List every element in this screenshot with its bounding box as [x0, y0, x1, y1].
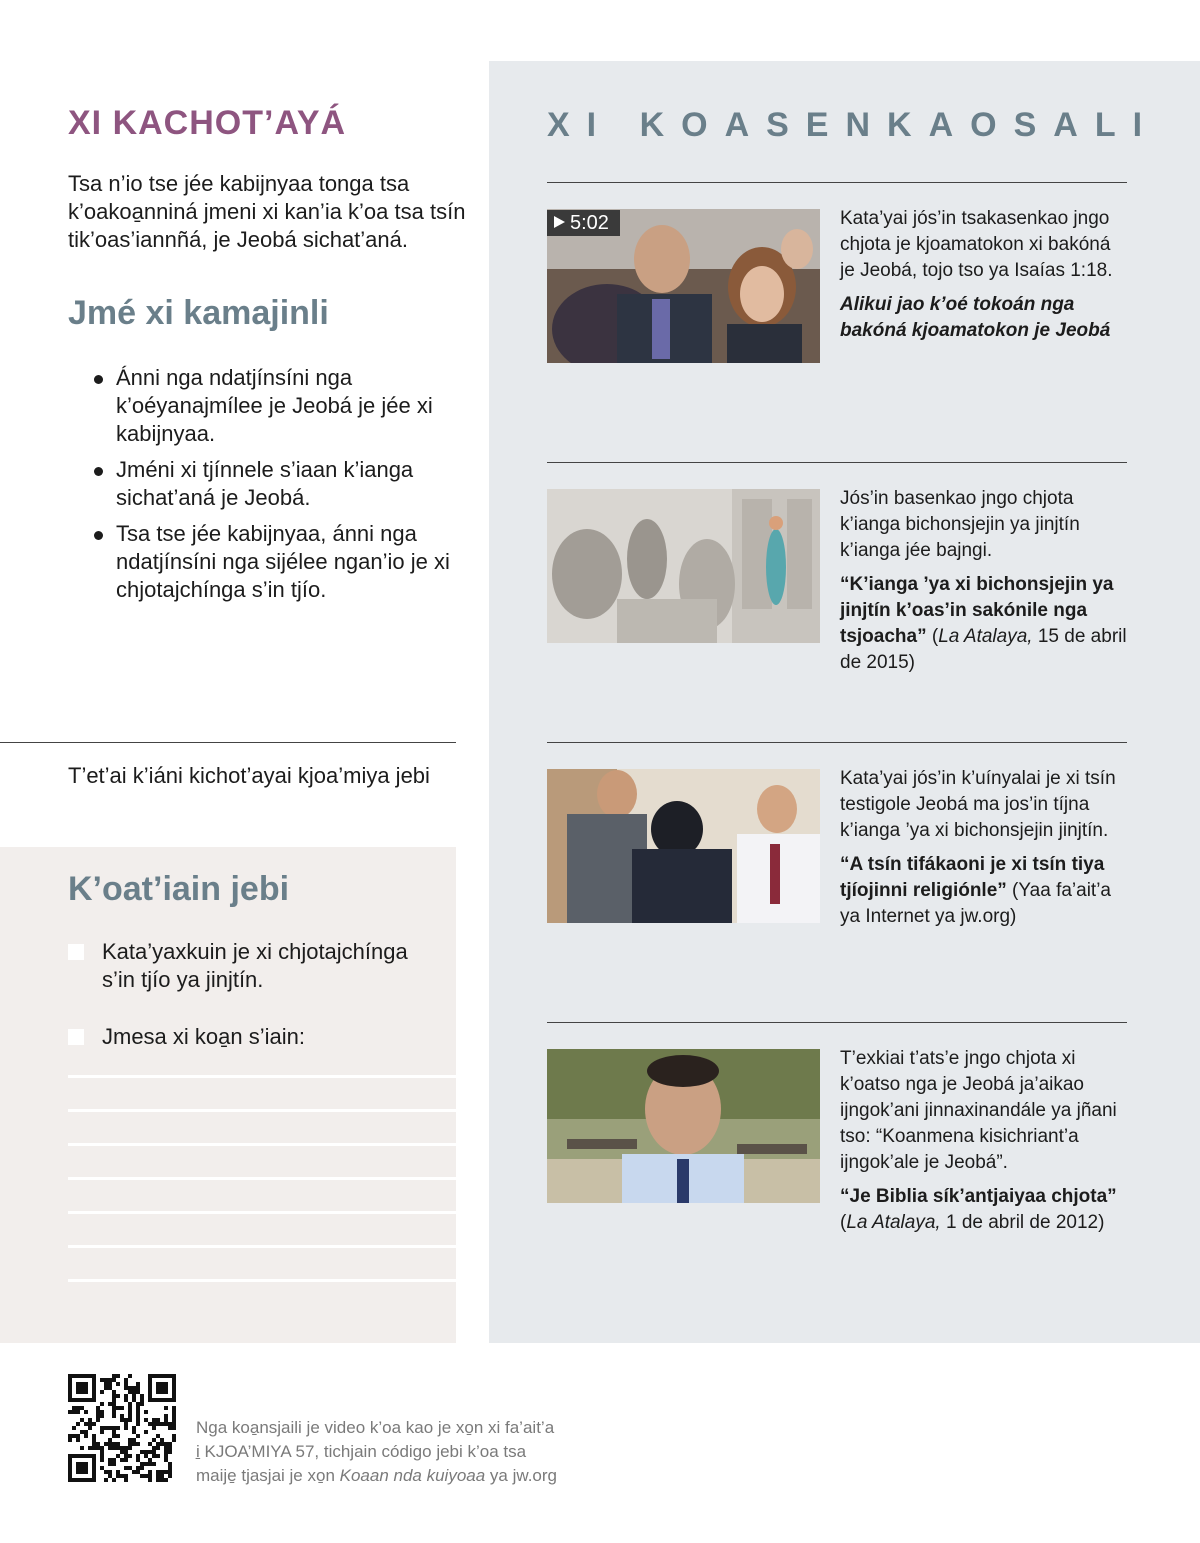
assignment-item: [68, 1023, 438, 1051]
review-list: [92, 364, 452, 612]
write-line[interactable]: [68, 1143, 456, 1146]
checkbox[interactable]: [68, 1029, 84, 1045]
item-source-open: (: [840, 1212, 847, 1233]
item-source-date: 15 de abril de 2015): [840, 626, 1127, 673]
footer-line: i̱ KJOA’MIYA 57, tichjain código jebi k’oa tsa: [196, 1442, 527, 1461]
item-description: T’exkiai t’ats’e jngo chjota xi k’oatso nga je Jeobá ja’aikao ijngok’ani jinnaxinandále ya jñani tso: “Koanmena kisichriant’a ijngok’ale je Jeobá”.: [840, 1048, 1117, 1173]
lesson-date-note: T’et’ai k’iáni kichot’ayai kjoa’miya jebi: [68, 763, 430, 788]
discover-item: [840, 1046, 1130, 1236]
item-source-publication: La Atalaya,: [938, 626, 1033, 647]
item-description: Kata’yai jós’in tsakasenkao jngo chjota je kjoamatokon xi bakóná je Jeobá, tojo tso ya Isaías 1:18.: [840, 208, 1113, 281]
item-description: Jós’in basenkao jngo chjota k’ianga bichonsjejin ya jinjtín k’ianga jée bajngi.: [840, 488, 1080, 561]
divider: [547, 462, 1127, 463]
item-source-publication: La Atalaya,: [846, 1212, 941, 1233]
play-icon: [554, 216, 565, 228]
divider: [547, 1022, 1127, 1023]
review-item: Ánni nga ndatjínsíni nga k’oéyanajmílee je Jeobá je jée xi kabijnyaa.: [92, 364, 452, 448]
item-source-date: 1 de abril de 2012): [940, 1212, 1105, 1233]
footer-line: Nga koa̱nsjaili je video k’oa kao je xo̱n xi fa’ait’a: [196, 1418, 555, 1437]
article-photo[interactable]: [547, 769, 820, 923]
write-line[interactable]: [68, 1075, 456, 1078]
assignment-item-label: Jmesa xi koa̱n s’iain:: [102, 1024, 305, 1049]
assignment-heading: K’oat’iain jebi: [68, 870, 290, 908]
write-line[interactable]: [68, 1245, 456, 1248]
footer-text: maije̱ tjasjai je xo̱n: [196, 1466, 340, 1485]
item-link-title[interactable]: [840, 852, 1130, 930]
item-title-text: “K’ianga ’ya xi bichonsjejin ya jinjtín k’oas’in sakónile nga tsjoacha”: [840, 574, 1114, 647]
assignment-box: [0, 847, 456, 1343]
write-line[interactable]: [68, 1109, 456, 1112]
divider: [547, 182, 1127, 183]
item-source: (Yaa fa’ait’a ya Internet ya jw.org): [840, 880, 1111, 927]
assignment-item: [68, 938, 438, 994]
summary-text: Tsa n’io tse jée kabijnyaa tonga tsa k’oakoa̱nniná jmeni xi kan’ia k’oa tsa tsín tik’oas’iannñá, je Jeobá sichat’aná.: [68, 171, 466, 252]
discover-item: [840, 486, 1130, 676]
item-link-title[interactable]: [840, 1184, 1130, 1236]
review-item: Jméni xi tjínnele s’iaan k’ianga sichat’aná je Jeobá.: [92, 456, 452, 512]
footer-note: [196, 1416, 616, 1488]
review-heading: Jmé xi kamajinli: [68, 294, 329, 332]
divider: [0, 742, 456, 743]
item-link-title[interactable]: [840, 572, 1130, 676]
discover-heading: XI KOASENKAOSALI: [547, 106, 1160, 144]
item-title-text: “A tsín tifákaoni je xi tsín tiya tjíojinni religiónle”: [840, 854, 1105, 901]
item-title-text: Alikui jao k’oé tokoán nga bakóná kjoamatokon je Jeobá: [840, 294, 1111, 341]
discover-item: [840, 766, 1130, 930]
item-title-text: “Je Biblia sík’antjaiyaa chjota”: [840, 1186, 1117, 1207]
write-line[interactable]: [68, 1177, 456, 1180]
item-source-open: (: [926, 626, 939, 647]
footer-text: ya jw.org: [485, 1466, 557, 1485]
assignment-item-label: Kata’yaxkuin je xi chjotajchínga s’in tjío ya jinjtín.: [102, 939, 408, 992]
video-duration-badge[interactable]: [547, 210, 620, 236]
checkbox[interactable]: [68, 944, 84, 960]
write-line[interactable]: [68, 1279, 456, 1282]
article-photo[interactable]: [547, 1049, 820, 1203]
item-description: Kata’yai jós’in k’uínyalai je xi tsín testigole Jeobá ma jos’in tíjna k’ianga ’ya xi bichonsjejin jinjtín.: [840, 768, 1116, 841]
write-line[interactable]: [68, 1211, 456, 1214]
discover-item: [840, 206, 1130, 344]
qr-code-icon[interactable]: [68, 1374, 176, 1482]
review-item: Tsa tse jée kabijnyaa, ánni nga ndatjínsíni nga sijélee ngan’io je xi chjotajchínga s’in tjío.: [92, 520, 452, 604]
video-duration: 5:02: [570, 212, 609, 234]
footer-line: [196, 1464, 616, 1488]
footer-publication: Koaan nda kuiyoaa: [339, 1466, 486, 1485]
item-source: [840, 1212, 1104, 1233]
article-illustration[interactable]: [547, 489, 820, 643]
divider: [547, 742, 1127, 743]
item-link-title[interactable]: [840, 292, 1130, 344]
summary-heading: XI KACHOT’AYÁ: [68, 104, 347, 142]
